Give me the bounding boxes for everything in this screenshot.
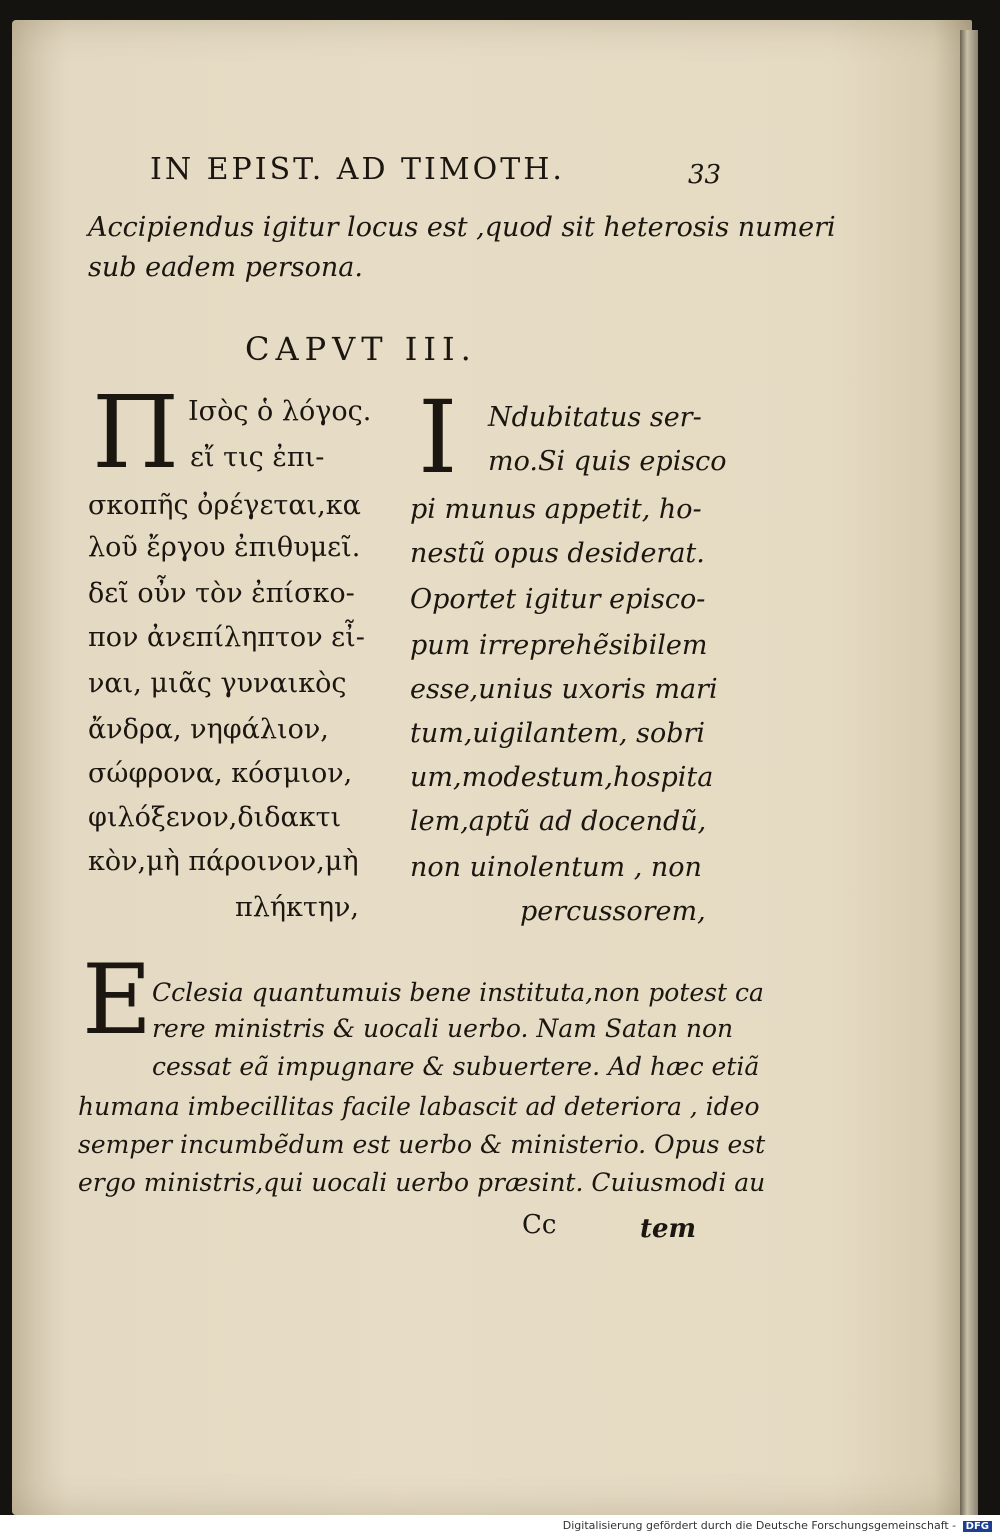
greek-line: λοῦ ἔργου ἐπιθυμεῖ.	[88, 532, 361, 563]
greek-line: Ισὸς ὁ λόγος.	[188, 396, 372, 427]
latin-line: esse,unius uxoris mari	[410, 674, 718, 705]
catchword: tem	[640, 1214, 697, 1244]
latin-line: um,modestum,hospita	[410, 762, 714, 793]
latin-line: mo.Si quis episco	[488, 446, 727, 477]
latin-line: percussorem,	[520, 896, 706, 927]
greek-line: πον ἀνεπίληπτον εἶ-	[88, 622, 365, 653]
latin-line: nestũ opus desiderat.	[410, 538, 705, 569]
digitization-credit	[563, 1519, 992, 1532]
greek-line: κὸν,μὴ πάροινον,μὴ	[88, 846, 359, 877]
commentary-line: cessat eã impugnare & subuertere. Ad hæc etiã	[152, 1052, 760, 1081]
greek-line: ναι, μιᾶς γυναικὸς	[88, 668, 347, 699]
latin-line: pum irreprehẽsibilem	[410, 630, 708, 661]
intro-line-2: sub eadem persona.	[88, 252, 363, 283]
signature-mark: Cc	[522, 1210, 557, 1240]
latin-line: tum,uigilantem, sobri	[410, 718, 706, 749]
commentary-line: ergo ministris,qui uocali uerbo præsint. Cuiusmodi au	[78, 1168, 766, 1197]
greek-line: ἄνδρα, νηφάλιον,	[88, 714, 329, 745]
greek-line: σώφρονα, κόσμιον,	[88, 758, 353, 789]
folio-number: 33	[688, 160, 722, 190]
chapter-heading: CAPVT III.	[245, 330, 477, 368]
commentary-line: rere ministris & uocali uerbo. Nam Satan non	[152, 1014, 734, 1043]
dfg-logo: DFG	[963, 1521, 992, 1532]
latin-line: non uinolentum , non	[410, 852, 702, 883]
commentary-initial: E	[82, 944, 153, 1056]
greek-line: πλήκτην,	[235, 892, 360, 923]
page-edge	[960, 30, 978, 1515]
latin-line: pi munus appetit, ho-	[410, 494, 702, 525]
latin-line: lem,aptũ ad docendũ,	[410, 806, 707, 837]
commentary-line: Cclesia quantumuis bene instituta,non potest ca	[152, 978, 764, 1007]
greek-line: σκοπῆς ὀρέγεται,κα	[88, 490, 361, 521]
commentary-line: humana imbecillitas facile labascit ad deteriora , ideo	[78, 1092, 760, 1121]
greek-line: φιλόξενον,διδακτι	[88, 802, 342, 833]
credit-text: Digitalisierung gefördert durch die Deutsche Forschungsgemeinschaft -	[562, 1519, 957, 1532]
latin-line: Ndubitatus ser-	[488, 402, 702, 433]
greek-initial: Π	[92, 374, 180, 491]
latin-line: Oportet igitur episco-	[410, 584, 706, 615]
greek-line: εἴ τις ἐπι-	[190, 442, 325, 473]
running-head: IN EPIST. AD TIMOTH.	[150, 152, 565, 187]
commentary-line: semper incumbẽdum est uerbo & ministerio. Opus est	[78, 1130, 766, 1159]
latin-initial: I	[418, 379, 458, 496]
greek-line: δεῖ οὖν τὸν ἐπίσκο-	[88, 578, 355, 609]
intro-line-1: Accipiendus igitur locus est ,quod sit heterosis numeri	[88, 212, 836, 243]
